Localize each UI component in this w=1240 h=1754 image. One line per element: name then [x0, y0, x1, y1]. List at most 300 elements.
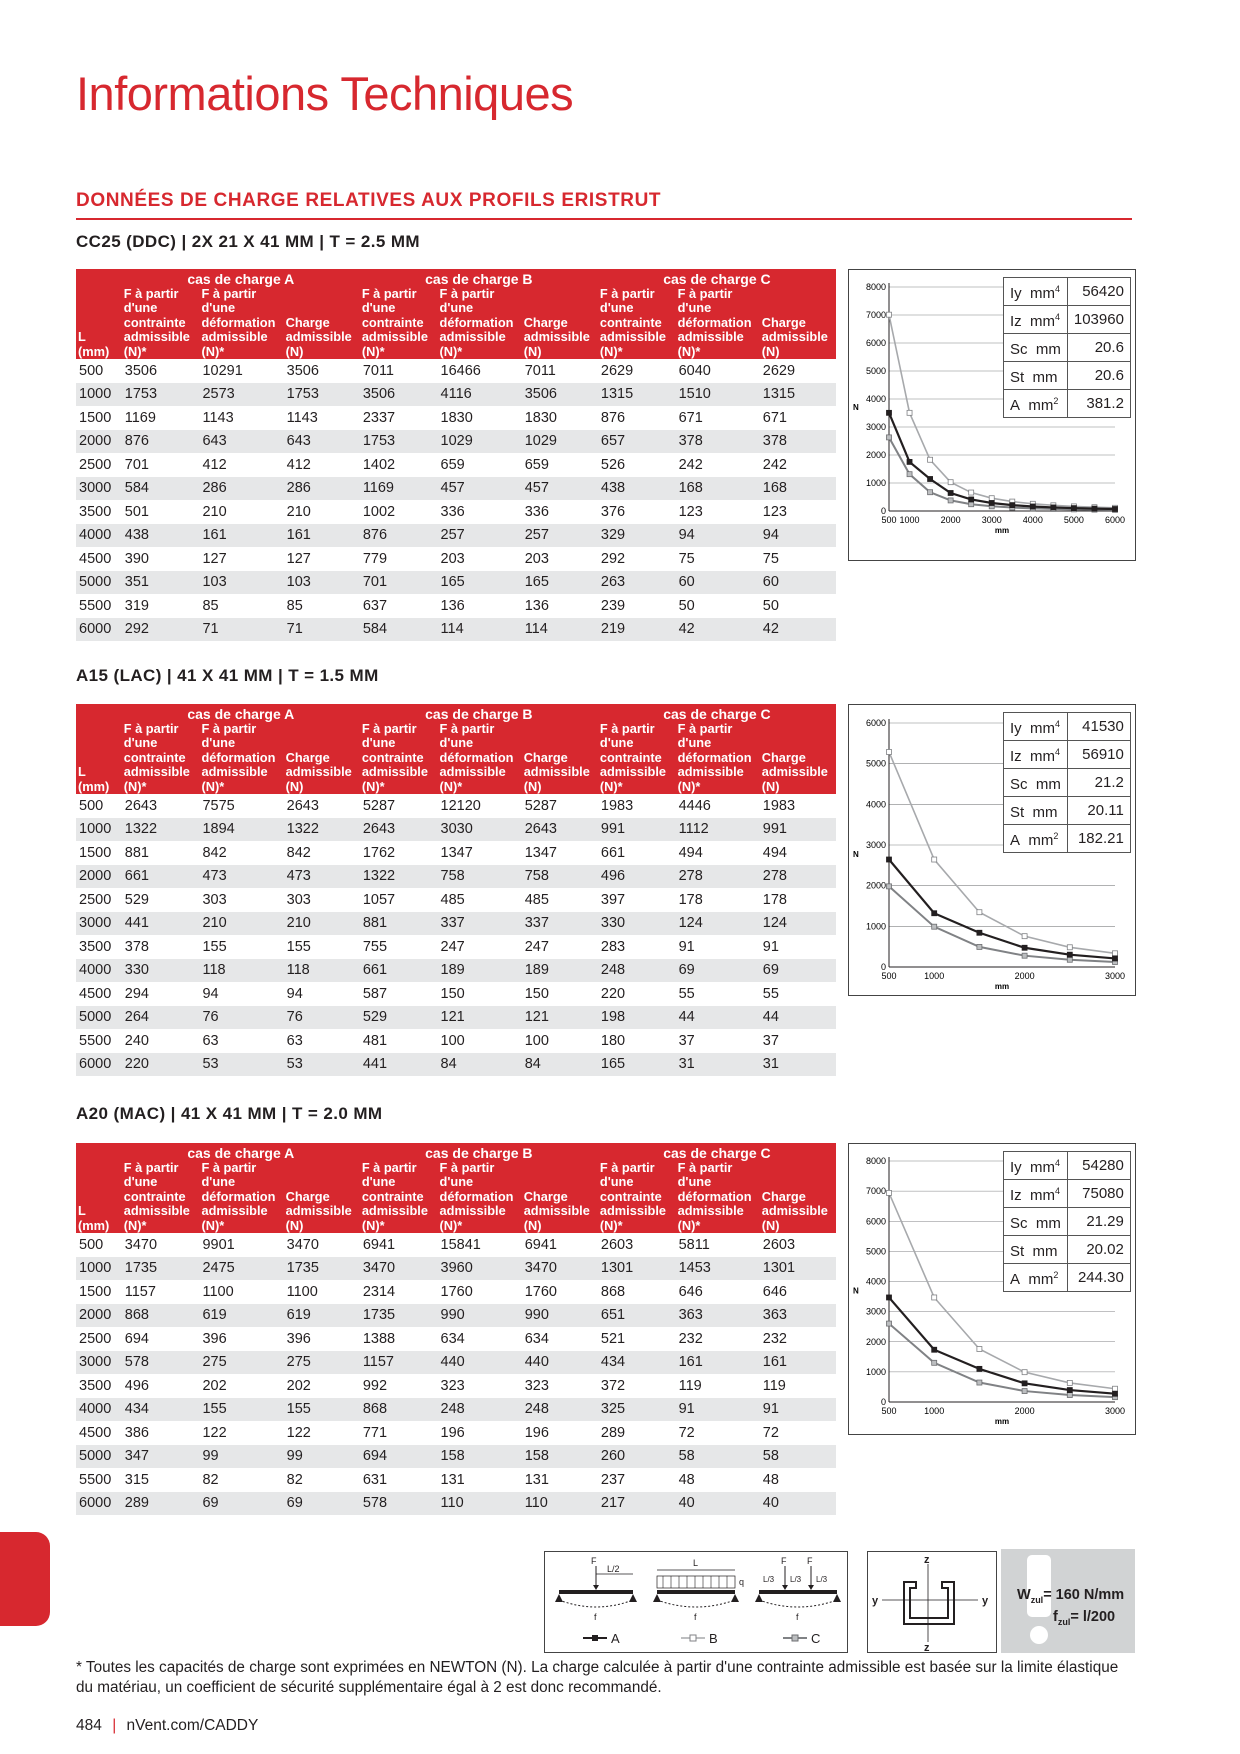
load-value-cell: 1735 — [122, 1257, 200, 1281]
length-cell: 6000 — [76, 1053, 122, 1077]
load-value-cell: 363 — [676, 1304, 760, 1328]
load-value-cell: 496 — [124, 1377, 149, 1394]
deformation-column-header: F à partir d'une déformation admissible (N)* — [438, 722, 522, 795]
length-cell: 2000 — [76, 1304, 122, 1328]
deformation-column-header: F à partir d'une déformation admissible (N)* — [676, 722, 760, 795]
data-point-a — [969, 497, 974, 502]
table-row — [76, 1468, 836, 1492]
y-tick-label: 2000 — [865, 880, 886, 891]
load-value-cell: 275 — [199, 1351, 283, 1375]
page-edge-tab — [0, 1532, 50, 1626]
load-value-cell: 71 — [284, 618, 360, 642]
length-cell: 3000 — [76, 1351, 122, 1375]
load-value-cell: 637 — [362, 597, 388, 614]
legend-key-a: A — [611, 1631, 620, 1646]
property-name: Iy $mm^4$ — [1004, 278, 1068, 306]
y-axis-label: N — [853, 850, 859, 860]
load-value-cell: 99 — [284, 1445, 360, 1469]
load-value-cell: 103 — [284, 571, 360, 595]
table-row — [76, 406, 836, 430]
load-value-cell: 1029 — [438, 430, 522, 454]
load-value-cell: 242 — [762, 456, 787, 473]
property-name: Iy $mm^4$ — [1004, 1152, 1068, 1180]
load-value-cell: 6040 — [678, 362, 711, 379]
w-limit: $W_{zul}= 160$ N/mm — [1017, 1587, 1125, 1605]
data-point-c — [969, 502, 974, 507]
load-value-cell: 1760 — [524, 1283, 557, 1300]
load-value-cell: 118 — [284, 959, 360, 983]
load-value-cell: 659 — [440, 456, 465, 473]
load-value-cell: 1029 — [522, 430, 598, 454]
length-cell: 5500 — [79, 597, 112, 614]
load-value-cell: 434 — [598, 1351, 676, 1375]
load-value-cell: 240 — [124, 1032, 149, 1049]
table-row — [76, 865, 836, 889]
load-value-cell: 3470 — [522, 1257, 598, 1281]
load-value-cell: 372 — [600, 1377, 626, 1394]
load-value-cell: 76 — [199, 1006, 283, 1030]
property-name: Sc mm — [1004, 1208, 1068, 1236]
table-row — [76, 1492, 836, 1516]
load-value-cell: 127 — [202, 550, 227, 567]
load-value-cell: 2314 — [362, 1283, 396, 1300]
load-value-cell: 396 — [202, 1330, 227, 1347]
load-value-cell: 1301 — [760, 1257, 836, 1281]
x-tick-label: 3000 — [981, 515, 1002, 525]
table-row — [76, 912, 836, 936]
load-value-cell: 123 — [678, 503, 703, 520]
load-value-cell: 578 — [122, 1351, 200, 1375]
load-value-cell: 671 — [678, 409, 703, 426]
load-value-cell: 303 — [202, 891, 227, 908]
load-value-cell: 1347 — [440, 844, 473, 861]
y-axis-label: N — [853, 1286, 859, 1296]
property-name: Iz $mm^4$ — [1004, 306, 1068, 334]
table-row — [76, 547, 836, 571]
load-value-cell: 210 — [199, 912, 283, 936]
load-value-cell: 319 — [124, 597, 149, 614]
table-row — [76, 1053, 836, 1077]
load-value-cell: 220 — [122, 1053, 200, 1077]
property-row — [1004, 1264, 1131, 1292]
load-value-cell: 2629 — [762, 362, 796, 379]
load-value-cell: 643 — [284, 430, 360, 454]
load-value-cell: 4446 — [678, 797, 711, 814]
y-tick-label: 1000 — [865, 921, 886, 932]
y-tick-label: 3000 — [865, 840, 886, 850]
data-point-a — [1067, 952, 1072, 957]
length-cell: 4000 — [76, 959, 122, 983]
load-value-cell: 694 — [360, 1445, 438, 1469]
table-row — [76, 1029, 836, 1053]
data-point-a — [1030, 504, 1035, 509]
length-cell: 1500 — [79, 1283, 112, 1300]
load-value-cell: 376 — [600, 503, 626, 520]
warning-dot-icon — [1030, 1626, 1048, 1644]
y-tick-label: 2000 — [865, 450, 886, 460]
load-value-cell: 438 — [598, 477, 676, 501]
footer-separator: | — [112, 1717, 117, 1734]
data-point-c — [887, 884, 892, 889]
data-point-a — [1092, 506, 1097, 511]
load-table — [76, 269, 836, 641]
load-value-cell: 2643 — [360, 818, 438, 842]
length-cell: 1500 — [79, 844, 112, 861]
x-tick-label: 3000 — [1104, 971, 1126, 981]
page-title: Informations Techniques — [76, 67, 574, 120]
load-value-cell: 121 — [522, 1006, 598, 1030]
property-row — [1004, 741, 1131, 769]
load-value-cell: 323 — [524, 1377, 549, 1394]
load-value-cell: 441 — [122, 912, 200, 936]
property-value: 182.21 — [1067, 825, 1130, 853]
length-cell: 500 — [79, 362, 104, 379]
load-value-cell: 203 — [440, 550, 465, 567]
load-value-cell: 1510 — [676, 383, 760, 407]
section-axis-z-top: z — [924, 1554, 930, 1566]
data-point-a — [977, 930, 982, 935]
data-point-a — [1113, 956, 1118, 961]
data-point-c — [1022, 1389, 1027, 1394]
load-value-cell: 91 — [676, 1398, 760, 1422]
load-value-cell: 131 — [524, 1471, 549, 1488]
y-tick-label: 6000 — [865, 718, 886, 728]
load-value-cell: 63 — [202, 1032, 219, 1049]
data-point-c — [977, 944, 982, 949]
load-value-cell: 53 — [199, 1053, 283, 1077]
load-value-cell: 257 — [438, 524, 522, 548]
footnote: * Toutes les capacités de charge sont exprimées en NEWTON (N). La charge calculée à partir d'une contrainte admissible est basée sur la limite élastique du matériau, un coefficient de sécurité supplémentaire égal à 2 est donc recommandé. — [76, 1659, 1119, 1696]
load-value-cell: 337 — [438, 912, 522, 936]
section-title: DONNÉES DE CHARGE RELATIVES AUX PROFILS ERISTRUT — [76, 190, 662, 211]
data-point-b — [887, 749, 892, 754]
load-value-cell: 330 — [598, 912, 676, 936]
load-value-cell: 701 — [360, 571, 438, 595]
x-tick-label: 5000 — [1063, 515, 1084, 525]
table-row — [76, 1421, 836, 1445]
load-case-header: cas de charge B — [360, 269, 598, 287]
load-case-header: cas de charge A — [122, 269, 360, 287]
section-properties-table — [1003, 277, 1131, 418]
length-cell: 3000 — [76, 912, 122, 936]
data-point-b — [887, 312, 892, 317]
legend-c-third-1: L/3 — [763, 1575, 775, 1584]
load-value-cell: 99 — [199, 1445, 283, 1469]
data-point-c — [977, 1380, 982, 1385]
load-value-cell: 661 — [360, 959, 438, 983]
load-value-cell: 755 — [362, 938, 388, 955]
load-value-cell: 91 — [678, 938, 695, 955]
load-value-cell: 292 — [600, 550, 626, 567]
deformation-column-header: F à partir d'une déformation admissible (N)* — [438, 1161, 522, 1234]
data-point-a — [1113, 507, 1118, 512]
data-point-c — [928, 490, 933, 495]
load-value-cell: 378 — [124, 938, 149, 955]
property-row — [1004, 278, 1131, 306]
property-row — [1004, 1208, 1131, 1236]
load-value-cell: 842 — [202, 844, 227, 861]
load-value-cell: 1762 — [362, 844, 396, 861]
y-tick-label: 0 — [880, 1397, 886, 1407]
load-value-cell: 119 — [678, 1377, 702, 1394]
load-value-cell: 161 — [676, 1351, 760, 1375]
load-value-cell: 390 — [124, 550, 149, 567]
data-point-a — [1022, 1381, 1027, 1386]
length-cell: 4500 — [79, 985, 112, 1002]
load-value-cell: 584 — [122, 477, 200, 501]
load-value-cell: 289 — [122, 1492, 200, 1516]
f-limit: $f_{zul}= l/200$ — [1053, 1609, 1116, 1627]
length-cell: 6000 — [76, 618, 122, 642]
load-value-cell: 189 — [438, 959, 522, 983]
load-value-cell: 659 — [524, 456, 549, 473]
load-value-cell: 50 — [762, 597, 779, 614]
load-value-cell: 168 — [676, 477, 760, 501]
load-value-cell: 643 — [199, 430, 283, 454]
load-value-cell: 3506 — [360, 383, 438, 407]
length-header: L (mm) — [76, 704, 122, 794]
legend-c-third-2: L/3 — [790, 1575, 802, 1584]
load-value-cell: 386 — [124, 1424, 149, 1441]
load-value-cell: 94 — [202, 985, 219, 1002]
load-value-cell: 363 — [760, 1304, 836, 1328]
load-value-cell: 303 — [286, 891, 311, 908]
load-value-cell: 40 — [760, 1492, 836, 1516]
data-point-b — [1022, 934, 1027, 939]
load-value-cell: 325 — [598, 1398, 676, 1422]
load-value-cell: 473 — [199, 865, 283, 889]
load-value-cell: 31 — [676, 1053, 760, 1077]
property-row — [1004, 769, 1131, 797]
load-value-cell: 758 — [438, 865, 522, 889]
load-value-cell: 155 — [202, 938, 227, 955]
load-value-cell: 123 — [762, 503, 787, 520]
data-point-a — [1051, 505, 1056, 510]
length-cell: 500 — [79, 1236, 104, 1253]
table-row — [76, 1280, 836, 1304]
length-cell: 3000 — [76, 477, 122, 501]
table-row — [76, 383, 836, 407]
load-value-cell: 75 — [762, 550, 779, 567]
x-tick-label: 500 — [881, 1406, 897, 1416]
load-value-cell: 122 — [202, 1424, 227, 1441]
load-value-cell: 247 — [440, 938, 465, 955]
charge-column-header: Charge admissible (N) — [760, 1161, 836, 1234]
load-value-cell: 161 — [760, 1351, 836, 1375]
load-value-cell: 161 — [284, 524, 360, 548]
load-value-cell: 275 — [284, 1351, 360, 1375]
x-tick-label: 2000 — [1014, 1406, 1035, 1416]
load-value-cell: 671 — [762, 409, 787, 426]
load-value-cell: 526 — [600, 456, 626, 473]
length-cell: 2000 — [76, 430, 122, 454]
load-value-cell: 412 — [286, 456, 311, 473]
load-value-cell: 412 — [202, 456, 227, 473]
y-tick-label: 4000 — [865, 394, 886, 404]
x-tick-label: 3000 — [1104, 1406, 1126, 1416]
data-point-b — [1067, 1380, 1072, 1385]
load-value-cell: 42 — [760, 618, 836, 642]
x-axis-label: mm — [994, 526, 1010, 535]
property-row — [1004, 713, 1131, 741]
data-point-a — [887, 1295, 892, 1300]
load-value-cell: 158 — [438, 1445, 522, 1469]
load-cases-diagram — [545, 1552, 847, 1652]
length-cell: 2500 — [79, 891, 112, 908]
load-value-cell: 217 — [598, 1492, 676, 1516]
legend-key-b: B — [709, 1631, 718, 1646]
length-cell: 5000 — [76, 1006, 122, 1030]
length-cell: 4000 — [76, 524, 122, 548]
data-point-a — [887, 857, 892, 862]
load-value-cell: 1322 — [360, 865, 438, 889]
load-value-cell: 440 — [438, 1351, 522, 1375]
load-value-cell: 239 — [600, 597, 626, 614]
y-tick-label: 2000 — [865, 1336, 886, 1347]
data-point-b — [1113, 1386, 1118, 1391]
section-axis-y-right: y — [982, 1595, 989, 1607]
data-point-b — [1022, 1370, 1027, 1375]
load-value-cell: 881 — [360, 912, 438, 936]
property-row — [1004, 1180, 1131, 1208]
load-value-cell: 1315 — [760, 383, 836, 407]
data-point-a — [989, 500, 994, 505]
load-value-cell: 521 — [600, 1330, 626, 1347]
load-value-cell: 1002 — [362, 503, 396, 520]
load-value-cell: 1100 — [286, 1283, 318, 1300]
table-row — [76, 888, 836, 912]
load-value-cell: 75 — [678, 550, 695, 567]
load-value-cell: 485 — [524, 891, 549, 908]
legend-b-span: L — [693, 1558, 699, 1568]
data-point-a — [1067, 1388, 1072, 1393]
charge-column-header: Charge admissible (N) — [522, 287, 598, 360]
table-row — [76, 594, 836, 618]
charge-column-header: Charge admissible (N) — [284, 722, 360, 795]
load-value-cell: 31 — [760, 1053, 836, 1077]
length-cell: 4500 — [79, 550, 112, 567]
load-value-cell: 496 — [598, 865, 676, 889]
load-value-cell: 119 — [762, 1377, 786, 1394]
x-tick-label: 1000 — [924, 971, 945, 981]
load-value-cell: 114 — [438, 618, 522, 642]
load-value-cell: 10291 — [202, 362, 243, 379]
load-value-cell: 2643 — [522, 818, 598, 842]
load-value-cell: 457 — [438, 477, 522, 501]
load-value-cell: 881 — [124, 844, 149, 861]
y-tick-label: 8000 — [865, 1156, 886, 1166]
legend-c-force-2: F — [807, 1556, 813, 1566]
load-value-cell: 694 — [124, 1330, 149, 1347]
load-value-cell: 263 — [598, 571, 676, 595]
load-value-cell: 48 — [762, 1471, 779, 1488]
data-point-a — [1071, 506, 1076, 511]
load-value-cell: 257 — [522, 524, 598, 548]
legend-c-force-1: F — [781, 1556, 787, 1566]
x-tick-label: 500 — [881, 971, 897, 981]
load-cases-legend — [544, 1551, 848, 1653]
section-divider — [76, 218, 1132, 220]
load-value-cell: 7011 — [362, 362, 394, 379]
load-value-cell: 646 — [762, 1283, 787, 1300]
load-value-cell: 247 — [524, 938, 549, 955]
data-point-b — [989, 496, 994, 501]
load-value-cell: 84 — [522, 1053, 598, 1077]
footer-site: nVent.com/CADDY — [126, 1717, 259, 1734]
charge-column-header: Charge admissible (N) — [284, 287, 360, 360]
table-row — [76, 1351, 836, 1375]
load-value-cell: 991 — [598, 818, 676, 842]
x-tick-label: 4000 — [1022, 515, 1043, 525]
length-cell: 2500 — [79, 1330, 112, 1347]
data-point-a — [907, 459, 912, 464]
load-value-cell: 2337 — [362, 409, 396, 426]
load-value-cell: 842 — [286, 844, 311, 861]
data-point-c — [907, 472, 912, 477]
load-value-cell: 578 — [360, 1492, 438, 1516]
stress-column-header: F à partir d'une contrainte admissible (N)* — [122, 287, 200, 360]
load-value-cell: 2643 — [286, 797, 319, 814]
load-value-cell: 494 — [678, 844, 703, 861]
load-value-cell: 657 — [598, 430, 676, 454]
load-value-cell: 94 — [286, 985, 303, 1002]
load-value-cell: 631 — [362, 1471, 388, 1488]
stress-column-header: F à partir d'une contrainte admissible (N)* — [122, 1161, 200, 1234]
y-tick-label: 4000 — [865, 1276, 886, 1287]
y-tick-label: 5000 — [865, 366, 886, 376]
property-name: A $mm^2$ — [1004, 390, 1068, 418]
legend-b-deflection: f — [694, 1612, 697, 1622]
load-value-cell: 1169 — [124, 409, 156, 426]
load-value-cell: 53 — [284, 1053, 360, 1077]
load-value-cell: 165 — [438, 571, 522, 595]
load-value-cell: 779 — [362, 550, 388, 567]
load-value-cell: 122 — [286, 1424, 311, 1441]
data-point-b — [928, 457, 933, 462]
length-cell: 5000 — [76, 571, 122, 595]
load-value-cell: 82 — [202, 1471, 219, 1488]
table-row — [76, 935, 836, 959]
property-row — [1004, 390, 1131, 418]
property-value: 244.30 — [1067, 1264, 1130, 1292]
load-value-cell: 351 — [122, 571, 200, 595]
load-case-header: cas de charge A — [122, 704, 360, 722]
load-value-cell: 1753 — [360, 430, 438, 454]
load-value-cell: 315 — [124, 1471, 149, 1488]
charge-column-header: Charge admissible (N) — [284, 1161, 360, 1234]
load-value-cell: 48 — [678, 1471, 695, 1488]
load-case-header: cas de charge C — [598, 269, 836, 287]
data-point-c — [948, 498, 953, 503]
load-value-cell: 347 — [122, 1445, 200, 1469]
load-value-cell: 118 — [199, 959, 283, 983]
property-name: Iz $mm^4$ — [1004, 1180, 1068, 1208]
load-value-cell: 85 — [202, 597, 219, 614]
y-tick-label: 6000 — [865, 338, 886, 348]
load-value-cell: 661 — [122, 865, 200, 889]
load-value-cell: 438 — [122, 524, 200, 548]
table-row — [76, 571, 836, 595]
legend-key-c: C — [811, 1631, 821, 1646]
property-row — [1004, 797, 1131, 825]
load-value-cell: 619 — [284, 1304, 360, 1328]
property-row — [1004, 825, 1131, 853]
data-point-b — [907, 410, 912, 415]
deformation-column-header: F à partir d'une déformation admissible (N)* — [676, 287, 760, 360]
load-value-cell: 868 — [600, 1283, 626, 1300]
property-value: 20.6 — [1067, 362, 1130, 390]
legend-a-force: F — [591, 1556, 597, 1566]
